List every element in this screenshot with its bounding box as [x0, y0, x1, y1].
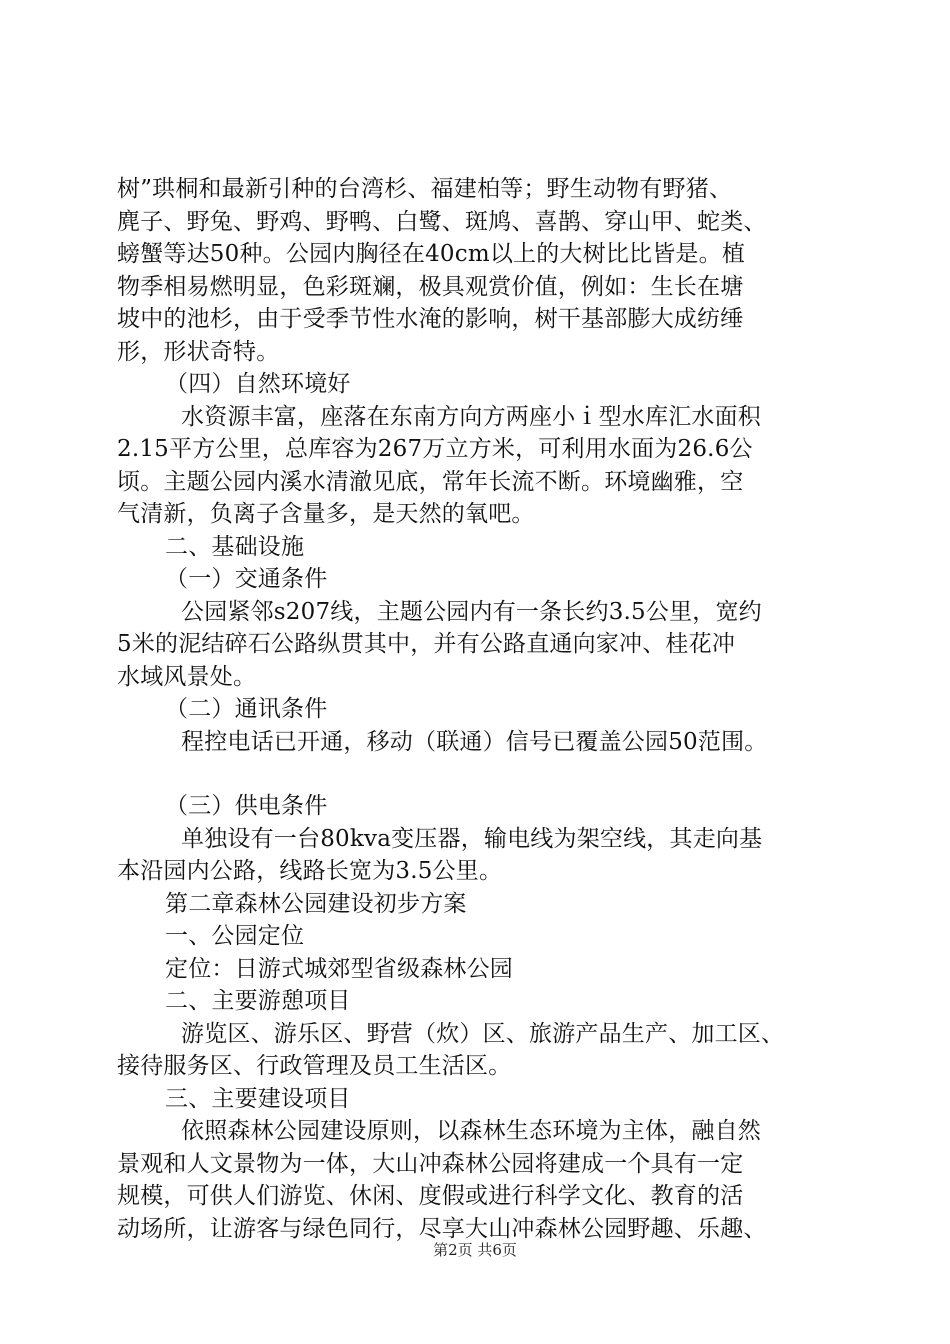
paragraph-start: 公园紧邻s207线，主题公园内有一条长约3.5公里，宽约	[181, 598, 762, 625]
text-line: 接待服务区、行政管理及员工生活区。	[117, 1053, 512, 1079]
text-line: 本沿园内公路，线路长宽为3.5公里。	[117, 858, 503, 884]
section-heading: （四）自然环境好	[165, 371, 351, 397]
text-line: 形，形状奇特。	[117, 338, 280, 365]
text-line: 麂子、野兔、野鸡、野鸭、白鹭、斑鸠、喜鹊、穿山甲、蛇类、	[117, 208, 767, 235]
text-line: 动场所，让游客与绿色同行，尽享大山冲森林公园野趣、乐趣、	[117, 1215, 767, 1242]
text-line: 树”珙桐和最新引种的台湾杉、福建柏等；野生动物有野猪、	[117, 176, 733, 202]
text-line: 规模，可供人们游览、休闲、度假或进行科学文化、教育的活	[117, 1183, 744, 1209]
page-footer: 第2页 共6页	[433, 1241, 517, 1259]
section-heading: 一、公园定位	[165, 923, 305, 949]
section-heading: 二、基础设施	[165, 533, 305, 560]
section-heading: （一）交通条件	[165, 566, 328, 592]
section-heading: （二）通讯条件	[165, 696, 328, 722]
text-line: 定位：日游式城郊型省级森林公园	[165, 955, 513, 982]
paragraph-start: 游览区、游乐区、野营（炊）区、旅游产品生产、加工区、	[181, 1020, 785, 1047]
text-line: 水域风景处。	[117, 663, 257, 690]
text-line: 2.15平方公里，总库容为267万立方米，可利用水面为26.6公	[117, 436, 753, 462]
text-line: 物季相易燃明显，色彩斑斓，极具观赏价值，例如：生长在塘	[117, 273, 744, 300]
text-line: 景观和人文景物为一体，大山冲森林公园将建成一个具有一定	[117, 1150, 744, 1177]
paragraph-start: 程控电话已开通，移动（联通）信号已覆盖公园50范围。	[181, 728, 768, 755]
text-line: 坡中的池杉，由于受季节性水淹的影响，树干基部膨大成纺缍	[117, 306, 744, 332]
paragraph-start: 水资源丰富，座落在东南方向方两座小ｉ型水库汇水面积	[181, 403, 761, 430]
section-heading: （三）供电条件	[165, 793, 328, 819]
section-heading: 二、主要游憩项目	[165, 988, 351, 1014]
blank-line	[117, 758, 837, 790]
text-line: 顷。主题公园内溪水清澈见底，常年长流不断。环境幽雅，空	[117, 468, 744, 495]
section-heading: 三、主要建设项目	[165, 1085, 351, 1112]
paragraph-start: 依照森林公园建设原则，以森林生态环境为主体，融自然	[181, 1118, 761, 1144]
paragraph-start: 单独设有一台80kva变压器，输电线为架空线，其走向基	[181, 825, 763, 852]
text-line: 螃蟹等达50种。公园内胸径在40cm以上的大树比比皆是。植	[117, 241, 746, 267]
document-body	[117, 173, 837, 1245]
text-line: 5米的泥结碎石公路纵贯其中，并有公路直通向家冲、桂花冲	[117, 631, 736, 657]
chapter-heading: 第二章森林公园建设初步方案	[165, 890, 467, 917]
text-line: 气清新，负离子含量多，是天然的氧吧。	[117, 501, 535, 527]
